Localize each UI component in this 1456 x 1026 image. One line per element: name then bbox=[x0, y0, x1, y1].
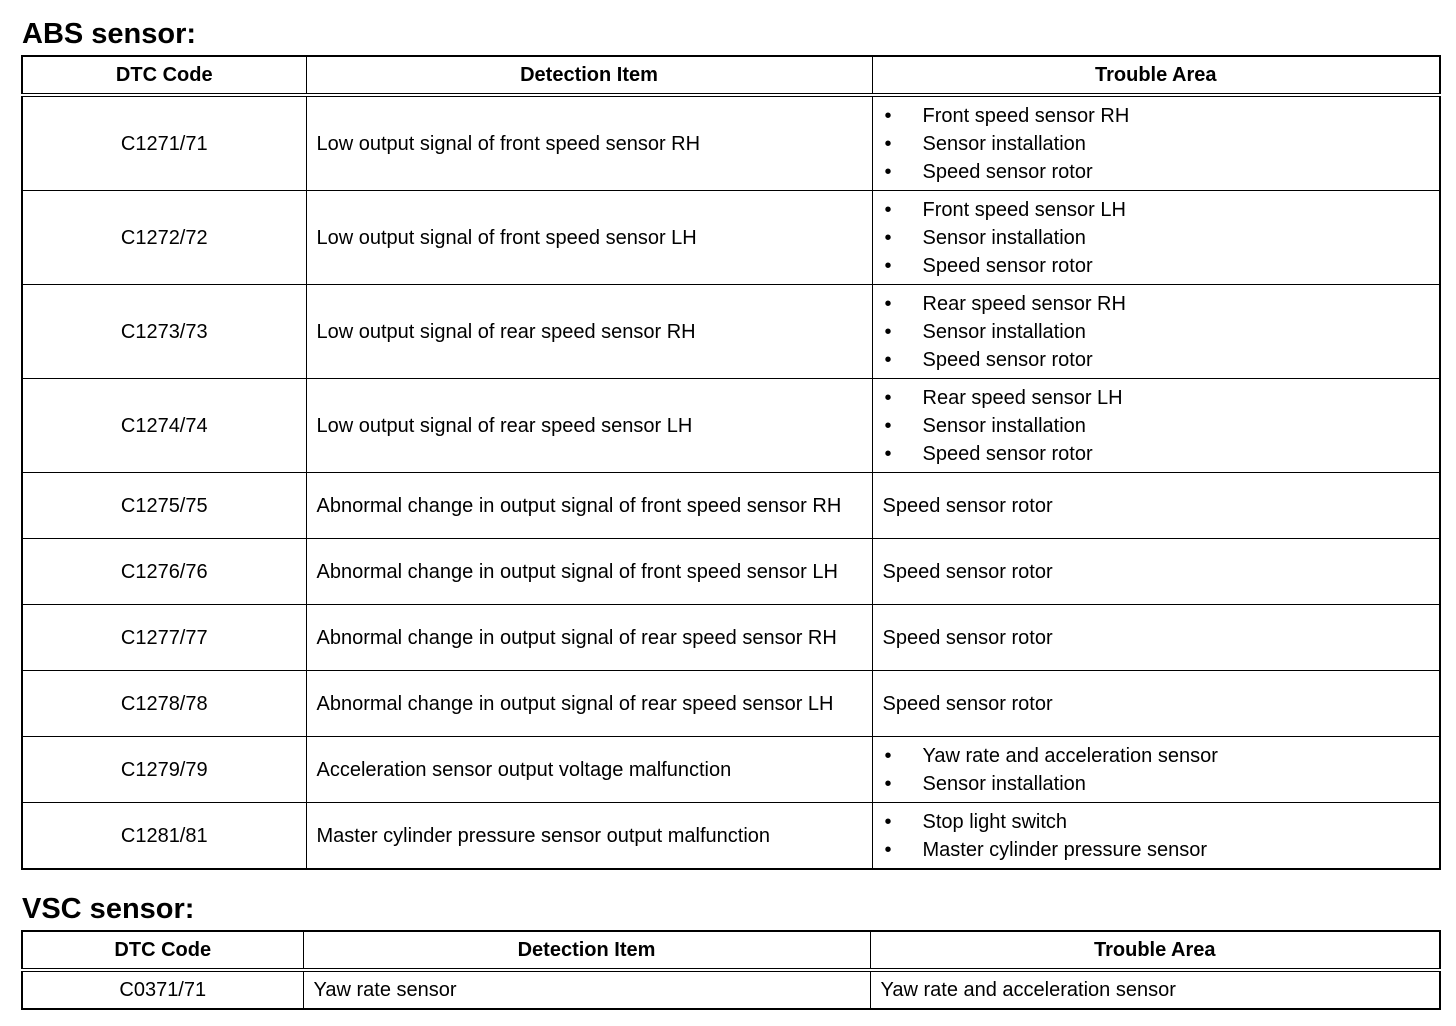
list-item: • Speed sensor rotor bbox=[883, 440, 1430, 468]
detection-item: Abnormal change in output signal of rear speed sensor RH bbox=[306, 605, 872, 671]
abs-section-title: ABS sensor: bbox=[22, 18, 197, 50]
vsc-section-title: VSC sensor: bbox=[22, 893, 195, 925]
header-detection-item: Detection Item bbox=[306, 56, 872, 95]
table-header-row bbox=[22, 56, 1440, 95]
list-item: • Sensor installation bbox=[883, 770, 1430, 798]
trouble-area-list bbox=[883, 384, 1430, 468]
dtc-code: C1274/74 bbox=[22, 379, 306, 473]
trouble-area bbox=[872, 191, 1440, 285]
list-item: • Master cylinder pressure sensor bbox=[883, 836, 1430, 864]
table-row bbox=[22, 285, 1440, 379]
header-dtc-code: DTC Code bbox=[22, 931, 303, 970]
detection-item: Master cylinder pressure sensor output malfunction bbox=[306, 803, 872, 870]
dtc-code: C0371/71 bbox=[22, 970, 303, 1009]
detection-item: Low output signal of front speed sensor RH bbox=[306, 95, 872, 191]
header-trouble-area: Trouble Area bbox=[872, 56, 1440, 95]
detection-item: Yaw rate sensor bbox=[303, 970, 870, 1009]
trouble-area-list bbox=[883, 196, 1430, 280]
table-row bbox=[22, 95, 1440, 191]
trouble-area bbox=[872, 379, 1440, 473]
list-item: • Rear speed sensor LH bbox=[883, 384, 1430, 412]
table-row bbox=[22, 379, 1440, 473]
header-trouble-area: Trouble Area bbox=[870, 931, 1440, 970]
detection-item: Low output signal of rear speed sensor RH bbox=[306, 285, 872, 379]
table-row bbox=[22, 970, 1440, 1009]
dtc-code: C1277/77 bbox=[22, 605, 306, 671]
trouble-area-list bbox=[883, 102, 1430, 186]
table-row bbox=[22, 671, 1440, 737]
table-row bbox=[22, 737, 1440, 803]
trouble-area: Speed sensor rotor bbox=[872, 539, 1440, 605]
table-row bbox=[22, 539, 1440, 605]
trouble-area bbox=[872, 95, 1440, 191]
dtc-code: C1279/79 bbox=[22, 737, 306, 803]
dtc-code: C1278/78 bbox=[22, 671, 306, 737]
list-item: • Yaw rate and acceleration sensor bbox=[883, 742, 1430, 770]
list-item: • Sensor installation bbox=[883, 224, 1430, 252]
detection-item: Low output signal of front speed sensor LH bbox=[306, 191, 872, 285]
dtc-code: C1275/75 bbox=[22, 473, 306, 539]
list-item: • Front speed sensor RH bbox=[883, 102, 1430, 130]
list-item: • Rear speed sensor RH bbox=[883, 290, 1430, 318]
list-item: • Speed sensor rotor bbox=[883, 252, 1430, 280]
trouble-area-list bbox=[883, 742, 1430, 798]
abs-dtc-table bbox=[21, 55, 1441, 870]
detection-item: Abnormal change in output signal of front speed sensor RH bbox=[306, 473, 872, 539]
trouble-area: Yaw rate and acceleration sensor bbox=[870, 970, 1440, 1009]
list-item: • Speed sensor rotor bbox=[883, 346, 1430, 374]
table-row bbox=[22, 605, 1440, 671]
dtc-code: C1276/76 bbox=[22, 539, 306, 605]
dtc-code: C1271/71 bbox=[22, 95, 306, 191]
list-item: • Sensor installation bbox=[883, 318, 1430, 346]
table-row bbox=[22, 473, 1440, 539]
trouble-area-list bbox=[883, 808, 1430, 864]
trouble-area bbox=[872, 803, 1440, 870]
trouble-area: Speed sensor rotor bbox=[872, 473, 1440, 539]
list-item: • Speed sensor rotor bbox=[883, 158, 1430, 186]
header-detection-item: Detection Item bbox=[303, 931, 870, 970]
trouble-area: Speed sensor rotor bbox=[872, 605, 1440, 671]
detection-item: Abnormal change in output signal of front speed sensor LH bbox=[306, 539, 872, 605]
list-item: • Sensor installation bbox=[883, 412, 1430, 440]
trouble-area-list bbox=[883, 290, 1430, 374]
list-item: • Front speed sensor LH bbox=[883, 196, 1430, 224]
detection-item: Low output signal of rear speed sensor LH bbox=[306, 379, 872, 473]
list-item: • Stop light switch bbox=[883, 808, 1430, 836]
dtc-code: C1273/73 bbox=[22, 285, 306, 379]
table-row bbox=[22, 803, 1440, 870]
detection-item: Acceleration sensor output voltage malfunction bbox=[306, 737, 872, 803]
dtc-code: C1281/81 bbox=[22, 803, 306, 870]
header-dtc-code: DTC Code bbox=[22, 56, 306, 95]
vsc-dtc-table bbox=[21, 930, 1441, 1010]
detection-item: Abnormal change in output signal of rear speed sensor LH bbox=[306, 671, 872, 737]
table-row bbox=[22, 191, 1440, 285]
list-item: • Sensor installation bbox=[883, 130, 1430, 158]
trouble-area bbox=[872, 737, 1440, 803]
trouble-area bbox=[872, 285, 1440, 379]
table-header-row bbox=[22, 931, 1440, 970]
dtc-code: C1272/72 bbox=[22, 191, 306, 285]
trouble-area: Speed sensor rotor bbox=[872, 671, 1440, 737]
